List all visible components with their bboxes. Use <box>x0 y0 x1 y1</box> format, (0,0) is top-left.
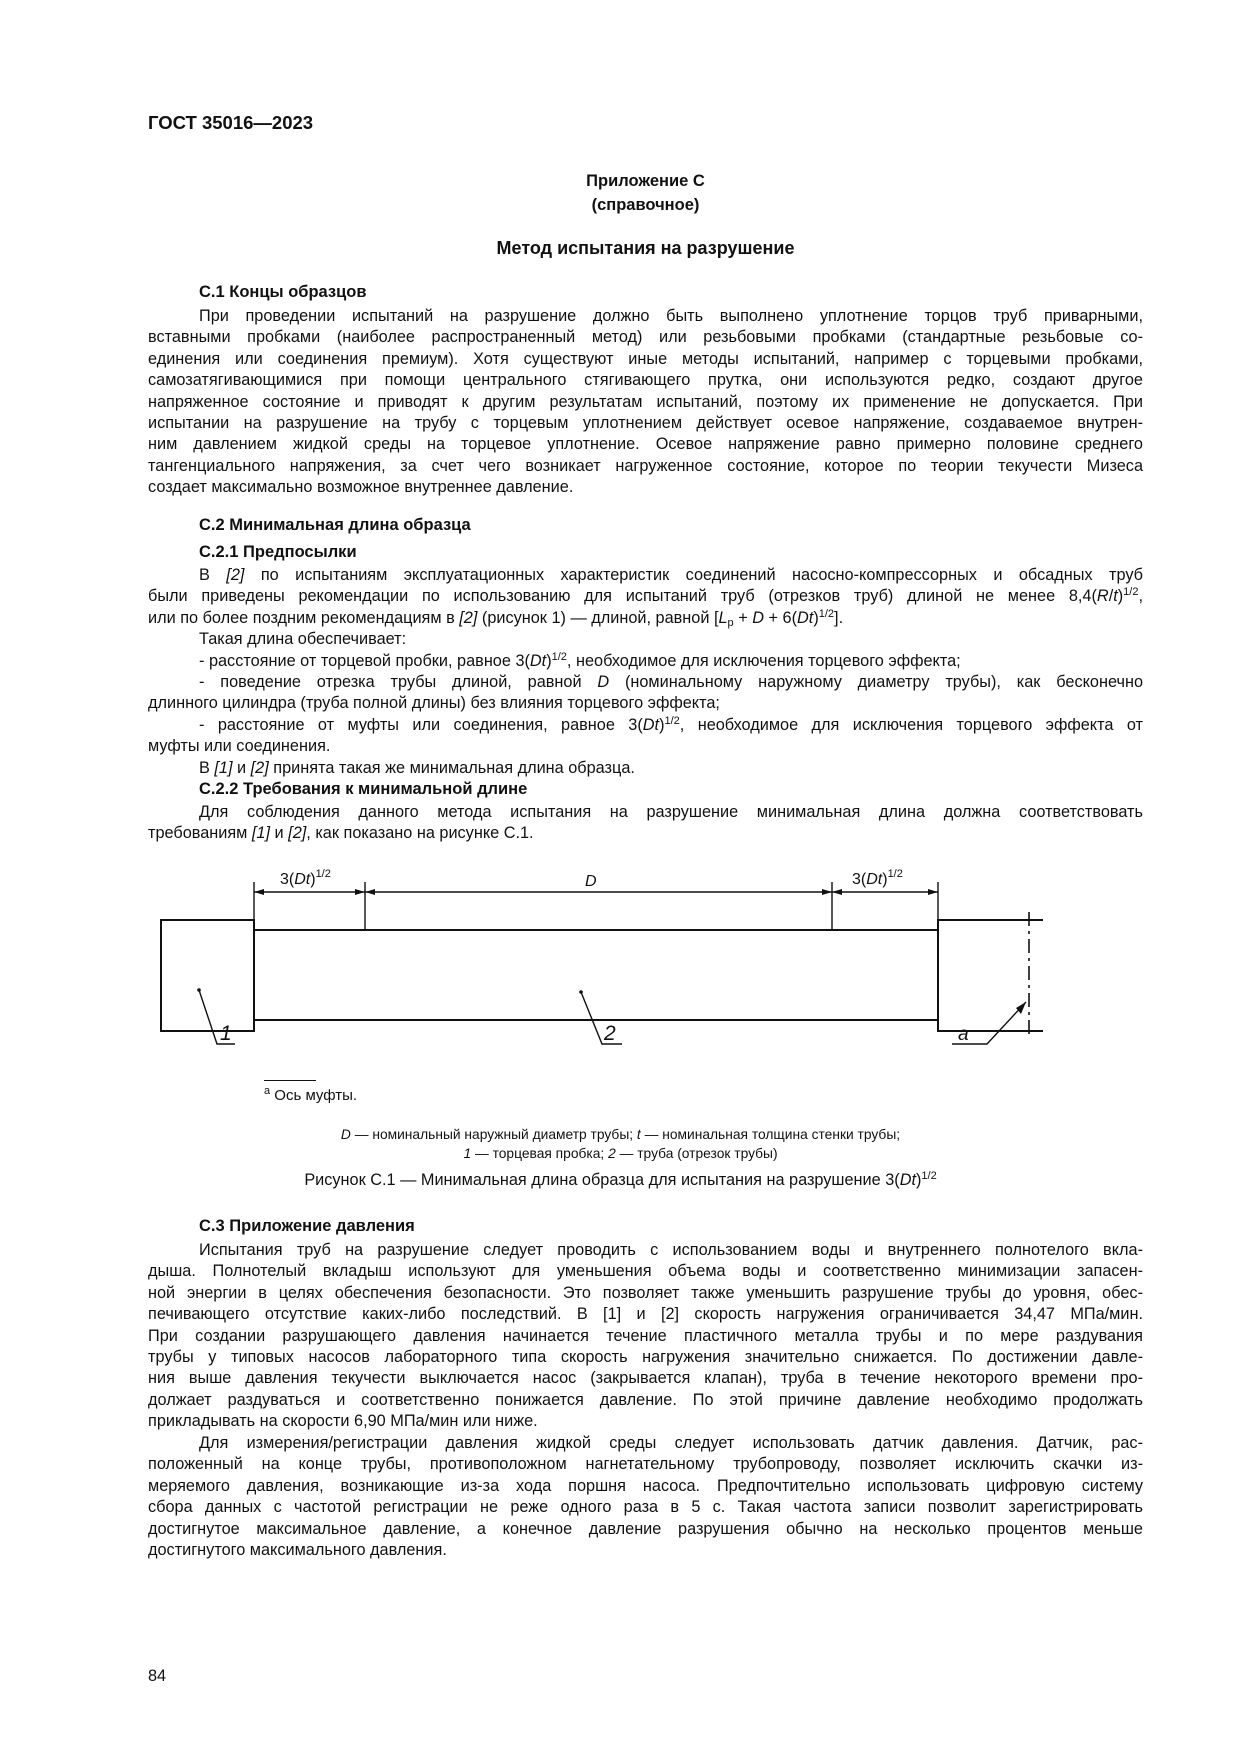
callout-1: 1 <box>220 1022 232 1045</box>
leader-2 <box>581 992 622 1044</box>
section-c22-paragraph: Для соблюдения данного метода испытания на разрушение минимальная длина должна соответствовать требованиям [1] и [2], как показано на рисунке С.1. <box>148 803 1143 843</box>
appendix-type: (справочное) <box>591 196 700 214</box>
appendix-name: Метод испытания на разрушение <box>496 238 795 258</box>
section-c3-paragraph-2: Для измерения/регистрации давления жидкой среды следует использовать датчик давления. Датчик, рас- положенный на конце трубы, противоположном нагнетательному трубопроводу, позволяет исключить скачки из- меряемого давления, возникающие из-за хода поршня насоса. Предпочтительно использовать цифровую систему сбора данных с частотой регистрации не реже одного раза в 5 с. Такая частота записи позволит зарегистрировать достигнутое максимальное давление, а конечное давление разрушения обычно на несколько процентов меньше достигнутого максимального давления. <box>148 1434 1143 1560</box>
text-line: создает максимально возможное внутреннее давление. <box>148 478 574 497</box>
coupling <box>938 920 1043 1031</box>
section-heading-c2: С.2 Минимальная длина образца <box>199 516 471 534</box>
dimension-label: D <box>585 873 597 890</box>
text-line: напряженное состояние и приводят к другим результатам испытаний, поэтому их применение не допускается. При <box>148 392 1143 411</box>
text-line: единения или соединения премиум). Хотя существуют иные методы испытаний, например с торцевыми пробками, <box>148 349 1143 368</box>
footnote-rule <box>264 1080 316 1081</box>
text-line: вставными пробками (наиболее распространенный метод) или резьбовыми пробками (стандартные резьбовые со- <box>148 328 1143 347</box>
dimension-label: $3(Dt)^{1/2}$ <box>280 868 331 888</box>
text-line: При проведении испытаний на разрушение должно быть выполнено уплотнение торцов труб приварными, <box>199 307 1143 325</box>
section-heading-c22: С.2.2 Требования к минимальной длине <box>199 780 528 798</box>
page-number: 84 <box>148 1667 167 1685</box>
section-c21-paragraph: В [2] по испытаниям эксплуатационных характеристик соединений насосно-компрессорных и обсадных труб были приведены рекомендации по использованию для испытаний труб (отрезков труб) длиной не менее $8,4(R/t)^{1/2}$, или по более поздним рекомендациям в [2] (рисунок 1) — длиной, равной $[L_p + D + 6(Dt)^{1/2}]$. Такая длина обеспечивает: - расстояние от торцевой пробки, равное $3(Dt)^{1/2}$, необходимое для исключения торцевого эффекта; - поведение отрезка трубы длиной, равной D (номинальному наружному диаметру трубы), как бесконечно длинного цилиндра (труба полной длины) без влияния торцевого эффекта; - расстояние от муфты или соединения, равное $3(Dt)^{1/2}$, необходимое для исключения торцевого эффекта от муфты или соединения. В [1] и [2] принята такая же минимальная длина образца. <box>148 566 1144 777</box>
text-line: тангенциального напряжения, за счет чего возникает нагруженное состояние, которое по теории текучести Мизеса <box>148 456 1143 475</box>
figure-c1-diagram <box>132 862 1132 1112</box>
section-heading-c21: С.2.1 Предпосылки <box>199 543 357 561</box>
figure-legend: D — номинальный наружный диаметр трубы; t — номинальная толщина стенки трубы; 1 — торцевая пробка; 2 — труба (отрезок трубы) <box>340 1127 901 1161</box>
section-c1-paragraph <box>148 306 1143 499</box>
dimension-label: $3(Dt)^{1/2}$ <box>852 868 903 888</box>
callout-2: 2 <box>604 1022 616 1045</box>
section-c3-paragraph-1: Испытания труб на разрушение следует проводить с использованием воды и внутреннего полнотелого вкла- дыша. Полнотелый вкладыш используют для уменьшения объема воды и соответственно минимизации запасен- ной энергии в целях обеспечения безопасности. Это позволяет также уменьшить разрушение трубы до уровня, обес- печивающего отсутствие каких-либо последствий. В [1] и [2] скорость нагружения ограничивается 34,47 МПа/мин. При создании разрушающего давления начинается течение пластичного металла трубы и по мере раздувания трубы у типовых насосов лабораторного типа скорость нагружения значительно снижается. По достижении давле- ния выше давления текучести выключается насос (закрывается клапан), труба в течение некоторого времени про- должает раздуваться и соответственно понижается давление. По этой причине давление необходимо продолжать прикладывать на скорости 6,90 МПа/мин или ниже. <box>148 1241 1143 1431</box>
section-heading-c1: С.1 Концы образцов <box>199 283 367 301</box>
section-heading-c3: С.3 Приложение давления <box>199 1217 415 1235</box>
reference-2: [2] <box>226 566 245 584</box>
figure-footnote: $^a$ Ось муфты. <box>264 1085 358 1104</box>
appendix-title: Приложение С <box>586 172 705 190</box>
text-line: самозатягивающимися при помощи центрального стягивающего прутка, они используются редко, создают другое <box>148 371 1143 390</box>
document-code: ГОСТ 35016—2023 <box>148 112 314 133</box>
text-line: ним давлением жидкой среды на торцевое уплотнение. Осевое напряжение равно примерно половине среднего <box>148 435 1143 454</box>
figure-caption: Рисунок С.1 — Минимальная длина образца для испытания на разрушение $3(Dt)^{1/2}$ <box>304 1170 937 1189</box>
callout-a: a <box>958 1024 969 1045</box>
document-page <box>148 0 1143 1754</box>
text-line: испытании на разрушение на трубу с торцевым уплотнением действует осевое напряжение, создаваемое внутрен- <box>148 414 1143 433</box>
reference-2: [2] <box>459 608 478 627</box>
